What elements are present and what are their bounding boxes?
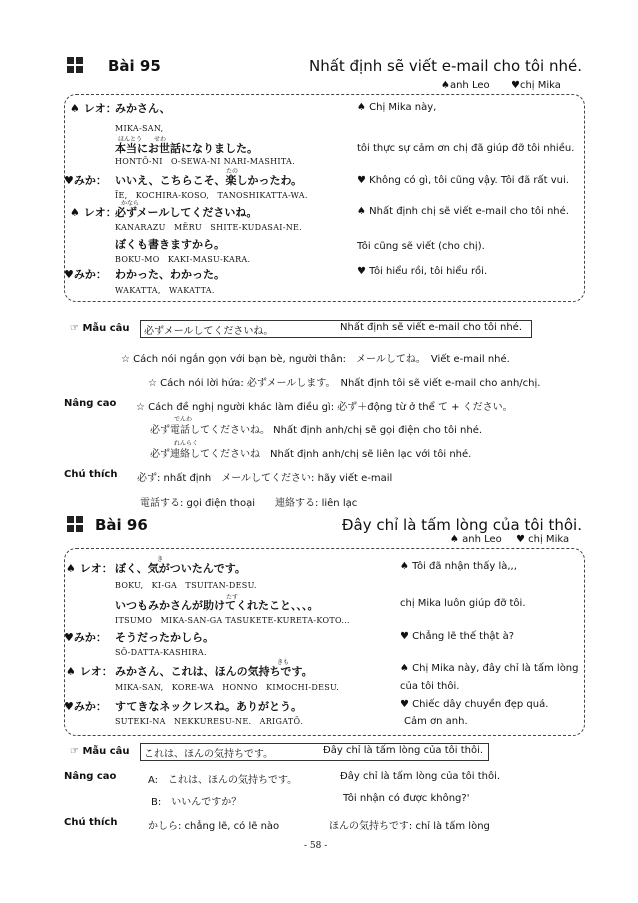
role-mika: ♥chị Mika (511, 80, 561, 91)
romaji-line: KANARAZU MĒRU SHITE‐KUDASAI‐NE. (115, 223, 303, 232)
furigana: き (157, 556, 164, 563)
furigana: たの (226, 168, 239, 175)
speaker: ♠ レオ： (70, 102, 117, 115)
pattern-box (140, 743, 489, 761)
lesson-95-label: Bài 95 (108, 57, 161, 75)
pattern-label: ☞ Mẫu câu (70, 746, 130, 757)
glossary-left: かしら: chẳng lẽ, có lẽ nào (148, 821, 280, 832)
advanced-b-vi: Tôi nhận có được không?' (343, 793, 470, 804)
furigana: きも (277, 659, 290, 666)
lesson-95-title: Nhất định sẽ viết e-mail cho tôi nhé. (308, 57, 582, 75)
vi-line: chị Mika luôn giúp đỡ tôi. (400, 598, 526, 609)
jp-line: みかさん、 (115, 102, 171, 115)
furigana: れんらく (174, 440, 199, 447)
glossary-line: 電話する: gọi điện thoại 連絡する: liên lạc (140, 498, 358, 509)
pattern-jp: 必ずメールしてくださいね。 (144, 326, 274, 337)
advanced-line: ☆ Cách đề nghị người khác làm điều gì: 必ず＋động từ ở thể て + ください。 (136, 402, 513, 413)
glossary-label: Chú thích (64, 817, 118, 828)
furigana: でんわ (174, 416, 193, 423)
vi-line: ♥ Chiếc dây chuyền đẹp quá. (400, 699, 549, 710)
vi-line: ♥ Không có gì, tôi cũng vậy. Tôi đã rất vui. (357, 175, 569, 186)
romaji-line: BOKU‐MO KAKI‐MASU‐KARA. (115, 255, 251, 264)
romaji-line: HONTŌ‐NI O‐SEWA‐NI NARI‐MASHITA. (115, 157, 295, 166)
pattern-vi: Đây chỉ là tấm lòng của tôi thôi. (323, 745, 484, 756)
speaker: ♥みか： (64, 268, 107, 281)
jp-line: わかった、わかった。 (115, 268, 225, 281)
romaji-line: BOKU, KI‐GA TSUITAN‐DESU. (115, 581, 257, 590)
page-number: - 58 - (304, 841, 328, 851)
pattern-vi: Nhất định sẽ viết e-mail cho tôi nhé. (340, 322, 523, 333)
romaji-line: WAKATTA, WAKATTA. (115, 286, 215, 295)
pattern-jp: これは、ほんの気持ちです。 (144, 749, 274, 760)
note-line: ☆ Cách nói ngắn gọn với bạn bè, người thân: メールしてね。 Viết e-mail nhé. (121, 354, 510, 365)
jp-line: みかさん、これは、ほんの気持ちです。 (115, 665, 313, 678)
lesson-icon (67, 57, 84, 74)
furigana: かなら (121, 200, 140, 207)
glossary-label: Chú thích (64, 469, 118, 480)
glossary-line: 必ず: nhất định メールしてください: hãy viết e-mail (137, 473, 393, 484)
speaker: ♠ レオ： (66, 562, 113, 575)
furigana: ほんとう せわ (118, 136, 167, 143)
advanced-label: Nâng cao (64, 398, 117, 409)
speaker: ♥みか： (64, 700, 107, 713)
romaji-line: SUTEKI‐NA NEKKURESU‐NE. ARIGATŌ. (115, 717, 304, 726)
advanced-a: A: これは、ほんの気持ちです。 (148, 775, 298, 786)
role-mika: ♥ chị Mika (516, 534, 570, 545)
lesson-96-label: Bài 96 (95, 516, 148, 534)
romaji-line: SŌ‐DATTA‐KASHIRA. (115, 648, 207, 657)
vi-line: ♠ Chị Mika này, (357, 102, 437, 113)
advanced-line: 必ず電話してくださいね。 Nhất định anh/chị sẽ gọi điện cho tôi nhé. (150, 425, 483, 436)
speaker: ♥みか： (64, 174, 107, 187)
romaji-line: MIKA‐SAN, (115, 124, 164, 133)
jp-line: ぼくも書きますから。 (115, 238, 225, 251)
vi-line: ♥ Chẳng lẽ thế thật à? (400, 631, 515, 642)
pattern-box (140, 320, 532, 338)
speaker: ♠ レオ： (70, 206, 117, 219)
role-leo: ♠anh Leo (441, 80, 490, 91)
advanced-line: 必ず連絡してくださいね Nhất định anh/chị sẽ liên lạc với tôi nhé. (150, 449, 472, 460)
pattern-label: ☞ Mẫu câu (70, 323, 130, 334)
vi-line: ♥ Tôi hiểu rồi, tôi hiểu rồi. (357, 266, 488, 277)
lesson-icon (67, 516, 84, 533)
romaji-line: MIKA‐SAN, KORE‐WA HONNO KIMOCHI‐DESU. (115, 683, 340, 692)
lesson-96-title: Đây chỉ là tấm lòng của tôi thôi. (341, 516, 582, 534)
jp-line: ぼく、気がついたんです。 (115, 562, 246, 575)
speaker: ♥みか： (64, 631, 107, 644)
vi-line: Cảm ơn anh. (404, 716, 468, 727)
note-line: ☆ Cách nói lời hứa: 必ずメールします。 Nhất định tôi sẽ viết e-mail cho anh/chị. (148, 378, 541, 389)
jp-line: 必ずメールしてくださいね。 (115, 206, 258, 219)
advanced-label: Nâng cao (64, 771, 117, 782)
vi-line: Tôi cũng sẽ viết (cho chị). (357, 241, 485, 252)
speaker: ♠ レオ： (66, 665, 113, 678)
jp-line: すてきなネックレスね。ありがとう。 (115, 700, 302, 713)
vi-line: ♠ Nhất định chị sẽ viết e-mail cho tôi nhé. (357, 206, 569, 217)
romaji-line: ITSUMO MIKA‐SAN‐GA TASUKETE‐KURETA‐KOTO... (115, 616, 350, 625)
romaji-line: ĪE, KOCHIRA‐KOSO, TANOSHIKATTA‐WA. (115, 191, 308, 200)
vi-line: ♠ Chị Mika này, đây chỉ là tấm lòng (400, 663, 579, 674)
vi-line: ♠ Tôi đã nhận thấy là,,, (400, 561, 517, 572)
jp-line: いつもみかさんが助けてくれたこと、、、。 (115, 599, 319, 612)
glossary-right: ほんの気持ちです: chỉ là tấm lòng (329, 821, 490, 832)
advanced-b: B: いいんですか？ (151, 797, 242, 808)
furigana: たす (226, 594, 239, 601)
advanced-a-vi: Đây chỉ là tấm lòng của tôi thôi. (340, 771, 501, 782)
vi-line: tôi thực sự cảm ơn chị đã giúp đỡ tôi nhiều. (357, 143, 575, 154)
role-leo: ♠ anh Leo (450, 534, 502, 545)
jp-line: いいえ、こちらこそ、楽しかったわ。 (115, 174, 302, 187)
jp-line: そうだったかしら。 (115, 631, 214, 644)
vi-line: của tôi thôi. (400, 681, 460, 692)
jp-line: 本当にお世話になりました。 (115, 142, 258, 155)
